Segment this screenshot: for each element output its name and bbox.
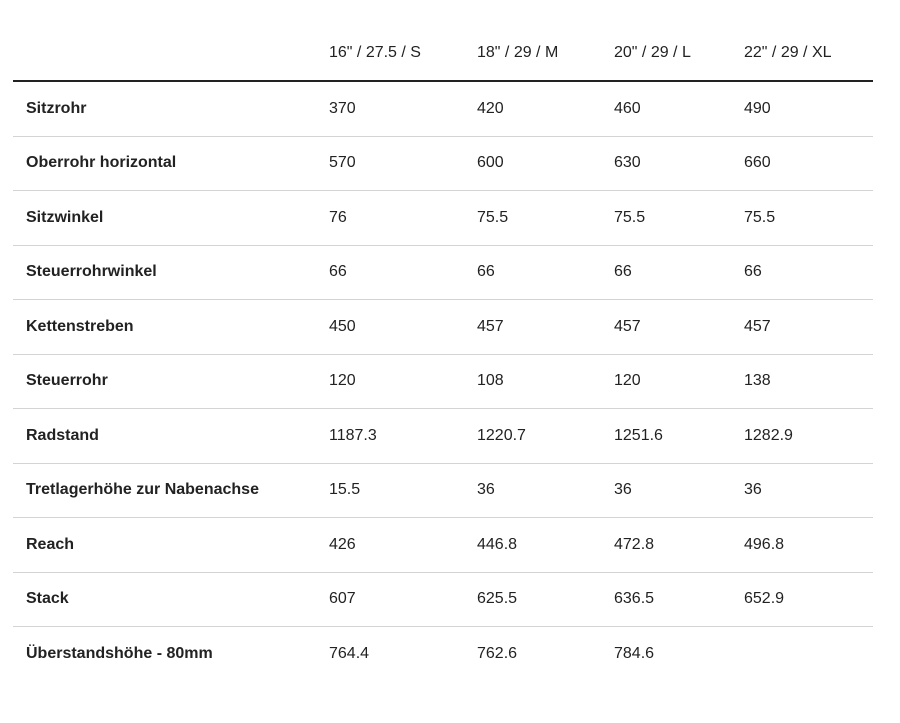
cell-value: 36	[744, 463, 873, 518]
row-label: Steuerrohrwinkel	[13, 245, 329, 300]
row-label: Radstand	[13, 409, 329, 464]
table-row	[13, 245, 873, 300]
table-row	[13, 136, 873, 191]
cell-value: 138	[744, 354, 873, 409]
cell-value: 66	[477, 245, 614, 300]
cell-value: 108	[477, 354, 614, 409]
cell-value: 66	[614, 245, 744, 300]
table-row	[13, 300, 873, 355]
table-row	[13, 409, 873, 464]
cell-value: 660	[744, 136, 873, 191]
cell-value	[744, 627, 873, 681]
table-row	[13, 191, 873, 246]
cell-value: 75.5	[614, 191, 744, 246]
table-body	[13, 81, 873, 681]
cell-value: 450	[329, 300, 477, 355]
cell-value: 120	[614, 354, 744, 409]
row-label: Tretlagerhöhe zur Nabenachse	[13, 463, 329, 518]
cell-value: 457	[614, 300, 744, 355]
table-row	[13, 627, 873, 681]
cell-value: 600	[477, 136, 614, 191]
table-header	[13, 26, 873, 81]
table-row	[13, 81, 873, 136]
cell-value: 66	[744, 245, 873, 300]
header-cell-size-s: 16" / 27.5 / S	[329, 26, 477, 81]
cell-value: 36	[477, 463, 614, 518]
row-label: Oberrohr horizontal	[13, 136, 329, 191]
row-label: Stack	[13, 572, 329, 627]
cell-value: 1220.7	[477, 409, 614, 464]
cell-value: 490	[744, 81, 873, 136]
cell-value: 570	[329, 136, 477, 191]
cell-value: 66	[329, 245, 477, 300]
row-label: Steuerrohr	[13, 354, 329, 409]
header-cell-size-m: 18" / 29 / M	[477, 26, 614, 81]
table-row	[13, 518, 873, 573]
row-label: Reach	[13, 518, 329, 573]
cell-value: 630	[614, 136, 744, 191]
cell-value: 420	[477, 81, 614, 136]
cell-value: 36	[614, 463, 744, 518]
cell-value: 652.9	[744, 572, 873, 627]
cell-value: 607	[329, 572, 477, 627]
table-row	[13, 463, 873, 518]
cell-value: 446.8	[477, 518, 614, 573]
cell-value: 784.6	[614, 644, 655, 662]
cell-value: 457	[477, 300, 614, 355]
table-row	[13, 572, 873, 627]
cell-value: 75.5	[744, 191, 873, 246]
cell-value: 120	[329, 354, 477, 409]
cell-value: 764.4	[329, 644, 370, 662]
cell-value: 1251.6	[614, 409, 744, 464]
cell-value: 1187.3	[329, 409, 477, 464]
cell-value: 76	[329, 191, 477, 246]
row-label: Kettenstreben	[13, 300, 329, 355]
cell-value: 15.5	[329, 463, 477, 518]
header-cell-size-l: 20" / 29 / L	[614, 26, 744, 81]
cell-value: 762.6	[477, 644, 518, 662]
header-cell-label	[13, 26, 329, 81]
cell-value: 460	[614, 81, 744, 136]
cell-value: 496.8	[744, 518, 873, 573]
cell-value: 457	[744, 300, 873, 355]
table-row	[13, 354, 873, 409]
geometry-table	[13, 26, 873, 681]
cell-value: 426	[329, 518, 477, 573]
cell-value: 636.5	[614, 572, 744, 627]
row-label: Sitzwinkel	[13, 191, 329, 246]
cell-value: 370	[329, 81, 477, 136]
cell-value: 625.5	[477, 572, 614, 627]
cell-value: 1282.9	[744, 409, 873, 464]
header-cell-size-xl: 22" / 29 / XL	[744, 26, 873, 81]
row-label: Sitzrohr	[13, 81, 329, 136]
cell-value: 75.5	[477, 191, 614, 246]
row-label: Überstandshöhe - 80mm	[26, 644, 213, 662]
cell-value: 472.8	[614, 518, 744, 573]
header-row	[13, 26, 873, 81]
